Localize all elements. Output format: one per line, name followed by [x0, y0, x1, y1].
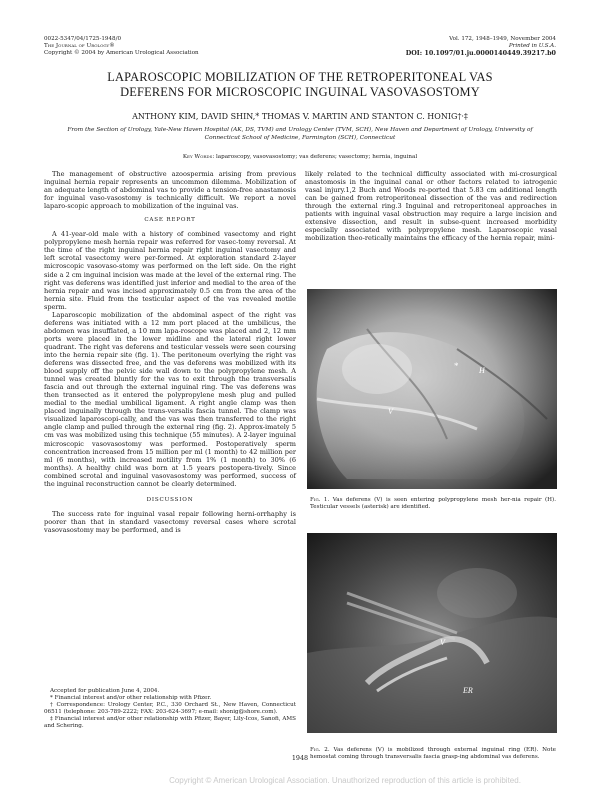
footnote-dagger: † Correspondence: Urology Center, P.C., 330 Orchard St., New Haven, Connecticut 06511 (telephone: 203-789-2222; FAX: 203-624-3697; e-mail: shonig@shore.com).: [44, 702, 296, 715]
figure-1-photo: [307, 289, 557, 489]
figure-2-label-er: ER: [463, 686, 473, 695]
right-column-paragraph: likely related to the technical difficulty associated with mi-crosurgical anastomosis in the inguinal canal or other factors related to iatrogenic vasal injury.1,2 Buch and Woods re-ported that 5.83 cm additional length can be gained from retroperitoneal dissection of the vas and redirection through the external ring.3 Inguinal and retroperitoneal approaches in patients with inguinal vasal obstruction may require a large incision and extensive dissection, and result in subse-quent increased morbidity especially associated with polypropylene mesh. Laparoscopic vasal mobilization theo-retically maintains the efficacy of the hernia repair, mini-: [305, 170, 557, 243]
figure-1-caption-text: Vas deferens (V) is seen entering polypropylene mesh her-nia repair (H). Testicular vessels (asterisk) are identified.: [310, 497, 556, 510]
case-report-heading: CASE REPORT: [144, 217, 196, 224]
journal-header-left: [44, 36, 304, 57]
article-title: [40, 70, 560, 100]
figure-2-caption-label: Fig. 2.: [310, 747, 330, 753]
keywords-text: laparoscopy, vasovasostomy; vas deferens; vasectomy; hernia, inguinal: [216, 154, 418, 160]
header-printed: Printed in U.S.A.: [508, 43, 556, 49]
copyright-watermark: Copyright © American Urological Association. Unauthorized reproduction of this article is prohibited.: [169, 776, 521, 785]
figure-1-label-h: H: [479, 366, 485, 375]
header-doi: DOI: 10.1097/01.ju.0000140449.39217.b0: [405, 49, 556, 57]
footnotes: [44, 688, 296, 730]
discussion-heading: DISCUSSION: [146, 496, 194, 503]
affiliation: From the Section of Urology, Yale-New Haven Hospital (AK, DS, TVM) and Urology Center (TVM, SCH), New Haven and Department of Urology, University of Connecticut School of Medicine, Farmington (SCH), Connecticut: [67, 127, 533, 141]
figure-2-label-v: V: [440, 638, 445, 647]
journal-header-right: [300, 36, 556, 57]
keywords-line: [40, 154, 560, 161]
footnote-ddagger: ‡ Financial interest and/or other relationship with Pfizer, Bayer, Lily-Icos, Sanofi, AMS and Schering.: [44, 716, 296, 729]
footnote-star: * Financial interest and/or other relationship with Pfizer.: [50, 695, 212, 701]
header-copyright: Copyright © 2004 by American Urological Association: [44, 50, 199, 56]
keywords-label: Key Words:: [182, 154, 215, 160]
title-line-1: LAPAROSCOPIC MOBILIZATION OF THE RETROPERITONEAL VAS: [107, 70, 493, 84]
figure-1-label-v: V: [388, 407, 393, 416]
case-paragraph-1: A 41-year-old male with a history of combined vasectomy and right polypropylene mesh hernia repair was referred for vasec-tomy reversal. At the time of the right inguinal hernia repair right inguinal vasectomy and left scrotal vasectomy were per-formed. At exploration standard 2-layer microscopic vasovaso-stomy was performed on the left side. On the right side a 2 cm inguinal incision was made at the level of the external ring. The right vas deferens was identified just inferior and medial to the area of the hernia repair and was incised approximately 0.5 cm from the area of the hernia site. Fluid from the testicular aspect of the vas revealed motile sperm.: [44, 230, 296, 311]
footnote-accepted: Accepted for publication June 4, 2004.: [50, 688, 160, 694]
right-column: [305, 170, 557, 242]
figure-1-label-asterisk: *: [454, 361, 459, 371]
figure-1-caption: [310, 497, 556, 511]
figure-2-photo: [307, 533, 557, 733]
abstract-paragraph: The management of obstructive azoospermia arising from previous inguinal hernia repair represents an uncommon dilemma. Mobilization of an adequate length of abdominal vas to provide a tension-free anastamosis for inguinal vaso-vasostomy is technically difficult. We report a novel laparo-scopic approach to mobilization of the inguinal vas.: [44, 170, 296, 211]
discussion-paragraph-1: The success rate for inguinal vasal repair following herni-orrhaphy is poorer than that in standard vasectomy reversal cases where scrotal vasovasostomy may be performed, and is: [44, 509, 296, 534]
figure-1-caption-label: Fig. 1.: [310, 497, 330, 503]
figure-1: [307, 289, 557, 489]
figure-2-caption-text: Vas deferens (V) is mobilized through external inguinal ring (ER). Note hemostat coming through transversalis fascia grasp-ing abdominal vas deferens.: [310, 747, 556, 760]
header-volume: Vol. 172, 1948–1949, November 2004: [449, 36, 556, 42]
case-paragraph-2: Laparoscopic mobilization of the abdominal aspect of the right vas deferens was initiated with a 12 mm port placed at the umbilicus, the abdomen was insufflated, a 10 mm lapa-roscope was placed and 2, 12 mm ports were placed in the lower midline and the lateral right lower quadrant. The right vas deferens and testicular vessels were seen coursing into the hernia repair site (fig. 1). The peritoneum overlying the right vas deferens was dissected free, and the vas deferens was mobilized with its blood supply off the pelvic side wall down to the polypropylene mesh. A tunnel was created bluntly for the vas to exit through the transversalis fascia and out through the external inguinal ring. The vas deferens was then transected as it entered the polypropylene mesh plug and pulled medial to the medial umbilical ligament. A right angle clamp was then placed inguinally through the trans-versalis fascia tunnel. The clamp was visualized laparoscopi-cally, and the vas was then transferred to the right angle clamp and pulled through the external ring (fig. 2). Approx-imately 5 cm vas was mobilized using this technique (55 minutes). A 2-layer inguinal microscopic vasovasostomy was performed. Postoperatively sperm concentration increased from 15 million per ml (1 month) to 42 million per ml (6 months), with increased motility from 1% (1 month) to 30% (6 months). A healthy child was born at 1.5 years postopera-tively. Since combined scrotal and inguinal vasovasostomy was performed, success of the inguinal reconstruction cannot be clearly determined.: [44, 310, 296, 488]
header-issn: 0022-5347/04/1725-1948/0: [44, 36, 122, 42]
figure-2-caption: [310, 747, 556, 761]
title-line-2: DEFERENS FOR MICROSCOPIC INGUINAL VASOVASOSTOMY: [120, 85, 480, 99]
figure-2: [307, 533, 557, 733]
author-list: ANTHONY KIM, DAVID SHIN,* THOMAS V. MARTIN AND STANTON C. HONIG†·‡: [132, 112, 468, 121]
page-number: 1948: [291, 754, 309, 762]
left-column: [44, 170, 296, 534]
header-journal-name: The Journal of Urology®: [44, 43, 115, 49]
